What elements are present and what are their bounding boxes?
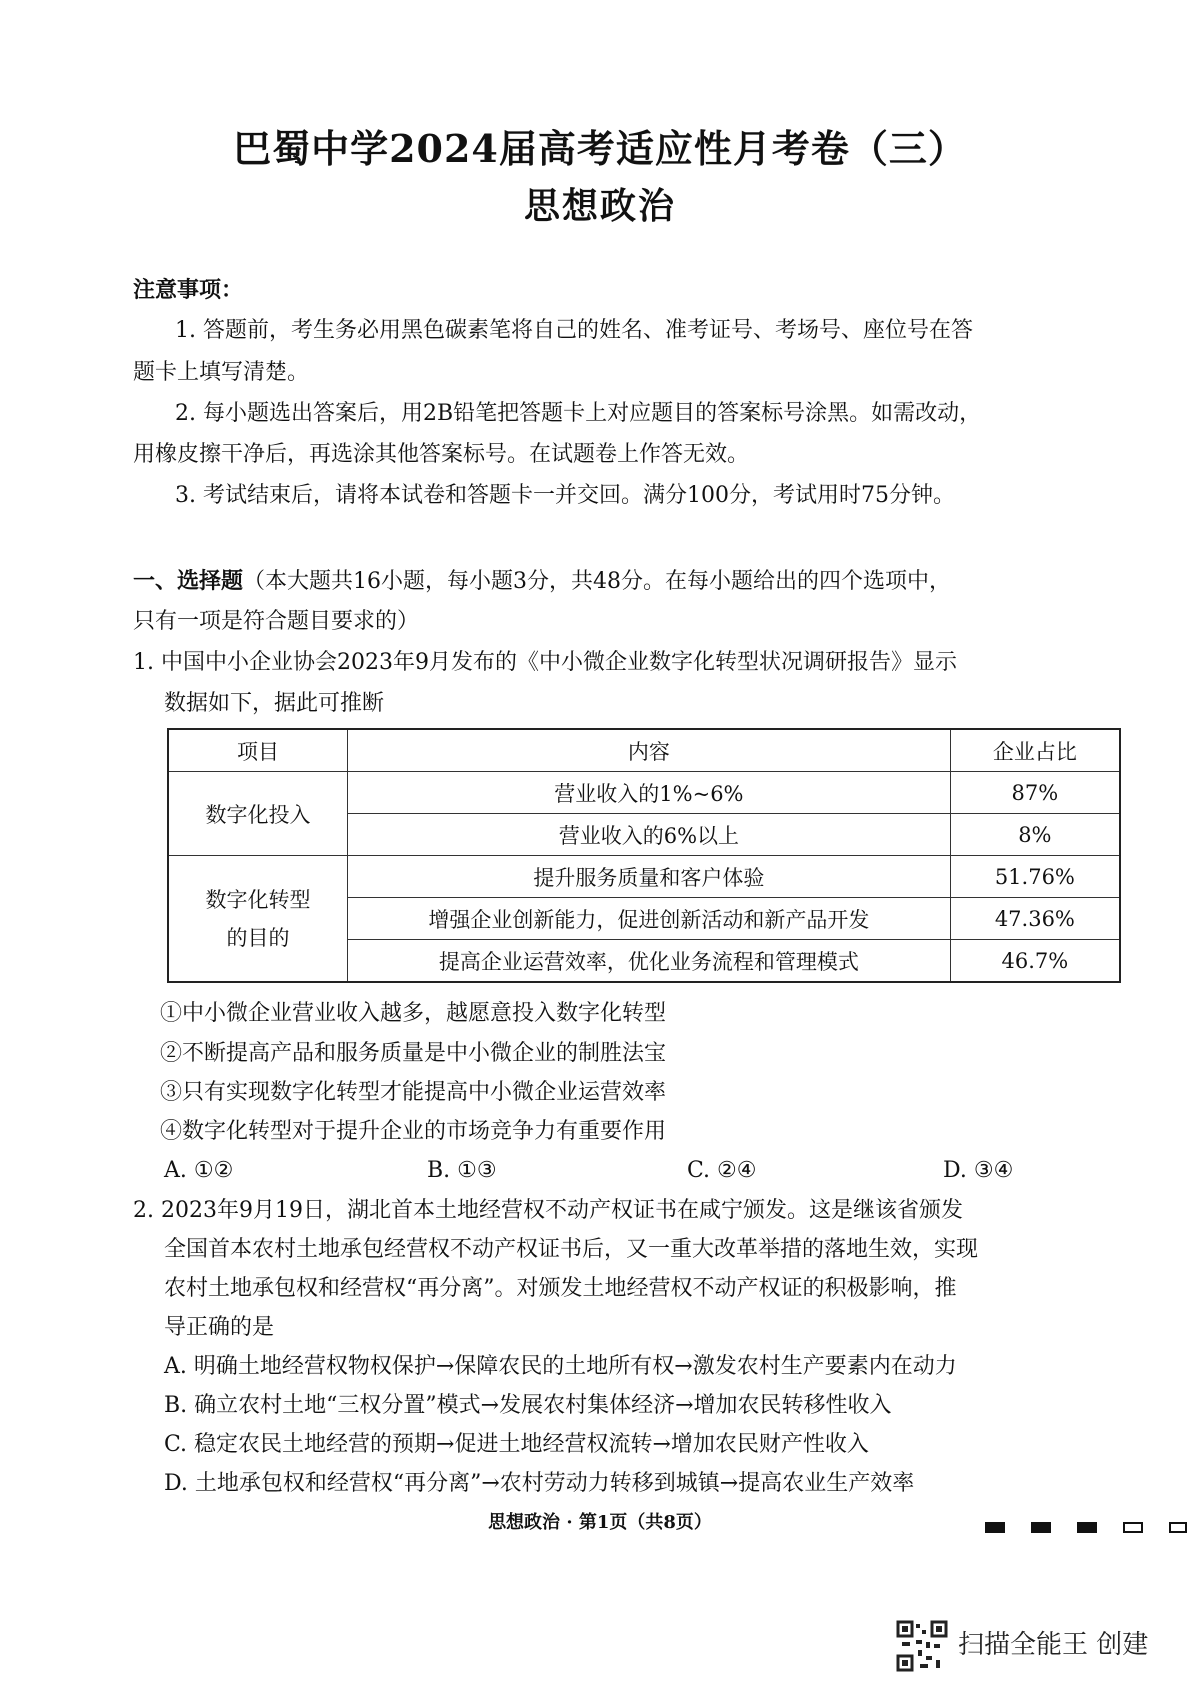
notice-line: 2. 每小题选出答案后，用2B铅笔把答题卡上对应题目的答案标号涂黑。如需改动，	[175, 401, 982, 426]
table-cell: 提升服务质量和客户体验	[348, 856, 951, 898]
q1-option-b: B. ①③	[427, 1158, 497, 1183]
table-cell: 8%	[950, 814, 1120, 856]
table-row	[168, 772, 1120, 814]
q2-option-d: D. 土地承包权和经营权“再分离”→农村劳动力转移到城镇→提高农业生产效率	[164, 1471, 915, 1496]
qr-code-icon	[896, 1620, 948, 1672]
table-cell: 46.7%	[950, 940, 1120, 983]
q2-stem: 全国首本农村土地承包经营权不动产权证书后，又一重大改革举措的落地生效，实现	[164, 1237, 979, 1262]
scanner-watermark: 扫描全能王 创建	[958, 1630, 1149, 1660]
table-cell: 47.36%	[950, 898, 1120, 940]
q1-stem-cont: 数据如下，据此可推断	[164, 691, 385, 716]
table-cell: 营业收入的1%~6%	[348, 772, 951, 814]
q1-option-a: A. ①②	[164, 1158, 234, 1183]
table-header-row	[168, 729, 1120, 772]
section-label: 一、选择题	[133, 568, 244, 594]
table-group-line: 数字化转型	[205, 887, 311, 912]
table-cell: 提高企业运营效率，优化业务流程和管理模式	[348, 940, 951, 983]
q1-statement: ①中小微企业营业收入越多，越愿意投入数字化转型	[160, 1001, 667, 1026]
q1-statement: ④数字化转型对于提升企业的市场竞争力有重要作用	[160, 1119, 667, 1144]
q2-option-b: B. 确立农村土地“三权分置”模式→发展农村集体经济→增加农民转移性收入	[164, 1393, 892, 1418]
table-header-cell: 企业占比	[950, 729, 1120, 772]
table-group-cell	[168, 856, 348, 983]
table-cell: 51.76%	[950, 856, 1120, 898]
table-cell: 增强企业创新能力，促进创新活动和新产品开发	[348, 898, 951, 940]
section-desc-cont: 只有一项是符合题目要求的）	[133, 609, 420, 634]
page-marker-empty	[1123, 1522, 1143, 1533]
table-cell: 87%	[950, 772, 1120, 814]
page-footer: 思想政治 · 第1页（共8页）	[488, 1512, 712, 1533]
q1-statement: ③只有实现数字化转型才能提高中小微企业运营效率	[160, 1080, 667, 1105]
q2-stem: 导正确的是	[164, 1315, 275, 1340]
q1-option-d: D. ③④	[943, 1158, 1014, 1183]
notice-line: 用橡皮擦干净后，再选涂其他答案标号。在试题卷上作答无效。	[133, 442, 750, 467]
page-marker-filled	[1077, 1522, 1097, 1533]
table-group-cell: 数字化投入	[168, 772, 348, 856]
table-cell: 营业收入的6%以上	[348, 814, 951, 856]
section-desc: （本大题共16小题，每小题3分，共48分。在每小题给出的四个选项中，	[243, 569, 952, 594]
q2-option-c: C. 稳定农民土地经营的预期→促进土地经营权流转→增加农民财产性收入	[164, 1432, 869, 1457]
exam-subject: 思想政治	[523, 185, 676, 227]
table-row	[168, 856, 1120, 898]
table-group-line: 的目的	[226, 925, 290, 950]
section-heading	[133, 562, 951, 601]
table-header-cell: 内容	[348, 729, 951, 772]
q1-option-c: C. ②④	[687, 1158, 757, 1183]
notice-heading: 注意事项：	[133, 277, 244, 303]
q1-statement: ②不断提高产品和服务质量是中小微企业的制胜法宝	[160, 1041, 667, 1066]
table-header-cell: 项目	[168, 729, 348, 772]
exam-title: 巴蜀中学2024届高考适应性月考卷（三）	[233, 126, 967, 171]
q1-data-table	[167, 728, 1121, 983]
q2-stem: 农村土地承包权和经营权“再分离”。对颁发土地经营权不动产权证的积极影响，推	[164, 1276, 957, 1301]
q1-stem: 1. 中国中小企业协会2023年9月发布的《中小微企业数字化转型状况调研报告》显示	[133, 650, 957, 675]
notice-line: 1. 答题前，考生务必用黑色碳素笔将自己的姓名、准考证号、考场号、座位号在答	[175, 318, 973, 343]
page-marker-filled	[985, 1522, 1005, 1533]
notice-line: 题卡上填写清楚。	[133, 360, 310, 385]
q2-stem: 2. 2023年9月19日，湖北首本土地经营权不动产权证书在咸宁颁发。这是继该省颁发	[133, 1198, 963, 1223]
notice-line: 3. 考试结束后，请将本试卷和答题卡一并交回。满分100分，考试用时75分钟。	[175, 483, 955, 508]
q2-option-a: A. 明确土地经营权物权保护→保障农民的土地所有权→激发农村生产要素内在动力	[164, 1354, 957, 1379]
page-marker-filled	[1031, 1522, 1051, 1533]
page-marker-empty	[1169, 1522, 1187, 1533]
